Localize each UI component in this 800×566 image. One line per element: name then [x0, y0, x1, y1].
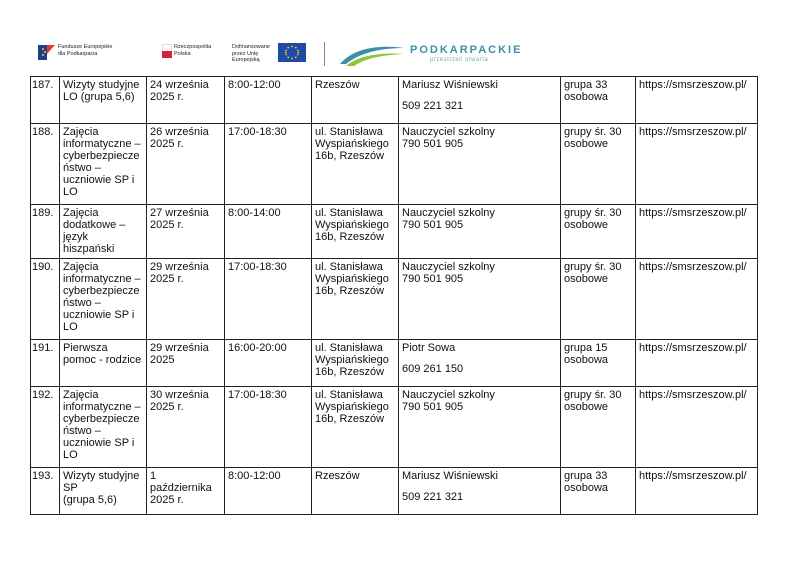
row-number: 188.	[32, 126, 54, 138]
group-size-cell	[561, 205, 636, 259]
row-number: 191.	[32, 342, 54, 354]
website-link[interactable]: https://smsrzeszow.pl/	[639, 342, 747, 354]
table-row	[31, 468, 758, 515]
activity-time: 17:00-18:30	[228, 126, 287, 138]
row-number-cell	[31, 468, 60, 515]
activity-time-cell	[225, 468, 312, 515]
group-size-cell	[561, 340, 636, 387]
contact-cell	[399, 259, 561, 340]
website-link[interactable]: https://smsrzeszow.pl/	[639, 79, 747, 91]
group-size-cell	[561, 77, 636, 124]
activity-date-cell	[147, 387, 225, 468]
contact-cell	[399, 468, 561, 515]
contact-person: Mariusz Wiśniewski	[402, 79, 498, 91]
group-size-cell	[561, 124, 636, 205]
schedule-table	[30, 76, 758, 515]
group-size: grupy śr. 30 osobowe	[564, 126, 622, 150]
contact-phone: 790 501 905	[402, 401, 464, 413]
group-size: grupa 33 osobowa	[564, 470, 609, 494]
activity-time-cell	[225, 205, 312, 259]
contact-cell	[399, 205, 561, 259]
group-size-cell	[561, 259, 636, 340]
website-link[interactable]: https://smsrzeszow.pl/	[639, 207, 747, 219]
row-number-cell	[31, 124, 60, 205]
contact-cell	[399, 124, 561, 205]
activity-name: Zajęcia informatyczne – cyberbezpiecze ństwo – uczniowie SP i LO	[63, 126, 141, 198]
group-size-cell	[561, 468, 636, 515]
activity-place-cell	[312, 340, 399, 387]
contact-phone: 790 501 905	[402, 138, 464, 150]
website-link[interactable]: https://smsrzeszow.pl/	[639, 261, 747, 273]
activity-time: 17:00-18:30	[228, 389, 287, 401]
contact-phone: 509 221 321	[402, 491, 464, 503]
european-funds-logo-text: Fundusze Europejskie dla Podkarpacia	[58, 44, 113, 57]
row-number: 189.	[32, 207, 54, 219]
table-row	[31, 124, 758, 205]
row-number-cell	[31, 77, 60, 124]
activity-name-cell	[60, 205, 147, 259]
activity-date-cell	[147, 205, 225, 259]
group-size: grupy śr. 30 osobowe	[564, 207, 622, 231]
activity-time-cell	[225, 124, 312, 205]
website-link-cell	[636, 77, 758, 124]
table-row	[31, 77, 758, 124]
activity-name-cell	[60, 77, 147, 124]
activity-place-cell	[312, 77, 399, 124]
activity-place: Rzeszów	[315, 470, 360, 482]
activity-name-cell	[60, 124, 147, 205]
activity-time: 16:00-20:00	[228, 342, 287, 354]
contact-person: Nauczyciel szkolny	[402, 207, 495, 219]
contact-person: Piotr Sowa	[402, 342, 456, 354]
website-link[interactable]: https://smsrzeszow.pl/	[639, 470, 747, 482]
activity-place: ul. Stanisława Wyspiańskiego 16b, Rzeszów	[315, 342, 389, 378]
activity-place: Rzeszów	[315, 79, 360, 91]
table-row	[31, 387, 758, 468]
group-size: grupy śr. 30 osobowe	[564, 261, 622, 285]
activity-date: 30 września 2025 r.	[150, 389, 209, 413]
activity-place-cell	[312, 387, 399, 468]
row-number-cell	[31, 205, 60, 259]
row-number-cell	[31, 340, 60, 387]
activity-time-cell	[225, 77, 312, 124]
website-link[interactable]: https://smsrzeszow.pl/	[639, 389, 747, 401]
activity-time-cell	[225, 259, 312, 340]
contact-phone: 509 221 321	[402, 100, 464, 112]
european-funds-logo-icon	[38, 42, 56, 62]
podkarpackie-logo-icon	[338, 40, 408, 68]
contact-person: Nauczyciel szkolny	[402, 126, 495, 138]
activity-date: 1 października 2025 r.	[150, 470, 212, 506]
activity-time: 8:00-12:00	[228, 470, 281, 482]
activity-time-cell	[225, 340, 312, 387]
activity-place-cell	[312, 468, 399, 515]
website-link-cell	[636, 387, 758, 468]
activity-name-cell	[60, 468, 147, 515]
activity-name: Pierwsza pomoc - rodzice	[63, 342, 142, 366]
activity-place-cell	[312, 259, 399, 340]
group-size: grupy śr. 30 osobowe	[564, 389, 622, 413]
activity-place-cell	[312, 205, 399, 259]
row-number: 190.	[32, 261, 54, 273]
contact-person: Mariusz Wiśniewski	[402, 470, 498, 482]
poland-logo-text: Rzeczpospolita Polska	[174, 44, 212, 57]
activity-name: Wizyty studyjne LO (grupa 5,6)	[63, 79, 140, 103]
activity-place-cell	[312, 124, 399, 205]
row-number-cell	[31, 259, 60, 340]
website-link[interactable]: https://smsrzeszow.pl/	[639, 126, 747, 138]
contact-phone: 790 501 905	[402, 273, 464, 285]
website-link-cell	[636, 259, 758, 340]
eu-funding-text: Dofinansowane przez Unię Europejską	[232, 44, 270, 63]
activity-name: Zajęcia informatyczne – cyberbezpiecze ństwo – uczniowie SP i LO	[63, 261, 141, 333]
activity-name: Zajęcia informatyczne – cyberbezpiecze ństwo – uczniowie SP i LO	[63, 389, 141, 461]
activity-time: 8:00-14:00	[228, 207, 281, 219]
activity-date: 24 września 2025 r.	[150, 79, 209, 103]
contact-cell	[399, 77, 561, 124]
activity-name-cell	[60, 340, 147, 387]
contact-person: Nauczyciel szkolny	[402, 261, 495, 273]
row-number-cell	[31, 387, 60, 468]
row-number: 192.	[32, 389, 54, 401]
activity-date-cell	[147, 468, 225, 515]
activity-time-cell	[225, 387, 312, 468]
eu-flag-icon	[278, 43, 306, 62]
table-row	[31, 340, 758, 387]
activity-time: 17:00-18:30	[228, 261, 287, 273]
activity-place: ul. Stanisława Wyspiańskiego 16b, Rzeszów	[315, 126, 389, 162]
logo-divider	[324, 42, 325, 66]
contact-cell	[399, 340, 561, 387]
activity-date: 29 września 2025 r.	[150, 261, 209, 285]
website-link-cell	[636, 124, 758, 205]
activity-date-cell	[147, 124, 225, 205]
group-size: grupa 15 osobowa	[564, 342, 609, 366]
activity-date-cell	[147, 259, 225, 340]
row-number: 187.	[32, 79, 54, 91]
website-link-cell	[636, 468, 758, 515]
contact-person: Nauczyciel szkolny	[402, 389, 495, 401]
contact-phone: 609 261 150	[402, 363, 464, 375]
contact-phone: 790 501 905	[402, 219, 464, 231]
table-row	[31, 259, 758, 340]
website-link-cell	[636, 205, 758, 259]
activity-date: 29 września 2025	[150, 342, 209, 366]
group-size: grupa 33 osobowa	[564, 79, 609, 103]
activity-name-cell	[60, 387, 147, 468]
activity-date: 26 września 2025 r.	[150, 126, 209, 150]
region-tagline: przestrzeń otwarta	[430, 57, 489, 63]
contact-cell	[399, 387, 561, 468]
website-link-cell	[636, 340, 758, 387]
activity-date: 27 września 2025 r.	[150, 207, 209, 231]
activity-time: 8:00-12:00	[228, 79, 281, 91]
region-name: PODKARPACKIE	[410, 44, 523, 56]
activity-place: ul. Stanisława Wyspiańskiego 16b, Rzeszów	[315, 207, 389, 243]
activity-name-cell	[60, 259, 147, 340]
group-size-cell	[561, 387, 636, 468]
activity-date-cell	[147, 340, 225, 387]
activity-place: ul. Stanisława Wyspiańskiego 16b, Rzeszów	[315, 389, 389, 425]
table-row	[31, 205, 758, 259]
activity-name: Zajęcia dodatkowe – język hiszpański	[63, 207, 126, 255]
activity-place: ul. Stanisława Wyspiańskiego 16b, Rzeszów	[315, 261, 389, 297]
row-number: 193.	[32, 470, 54, 482]
poland-flag-icon	[162, 44, 172, 58]
activity-date-cell	[147, 77, 225, 124]
activity-name: Wizyty studyjne SP (grupa 5,6)	[63, 470, 140, 506]
logo-bar	[38, 40, 538, 70]
